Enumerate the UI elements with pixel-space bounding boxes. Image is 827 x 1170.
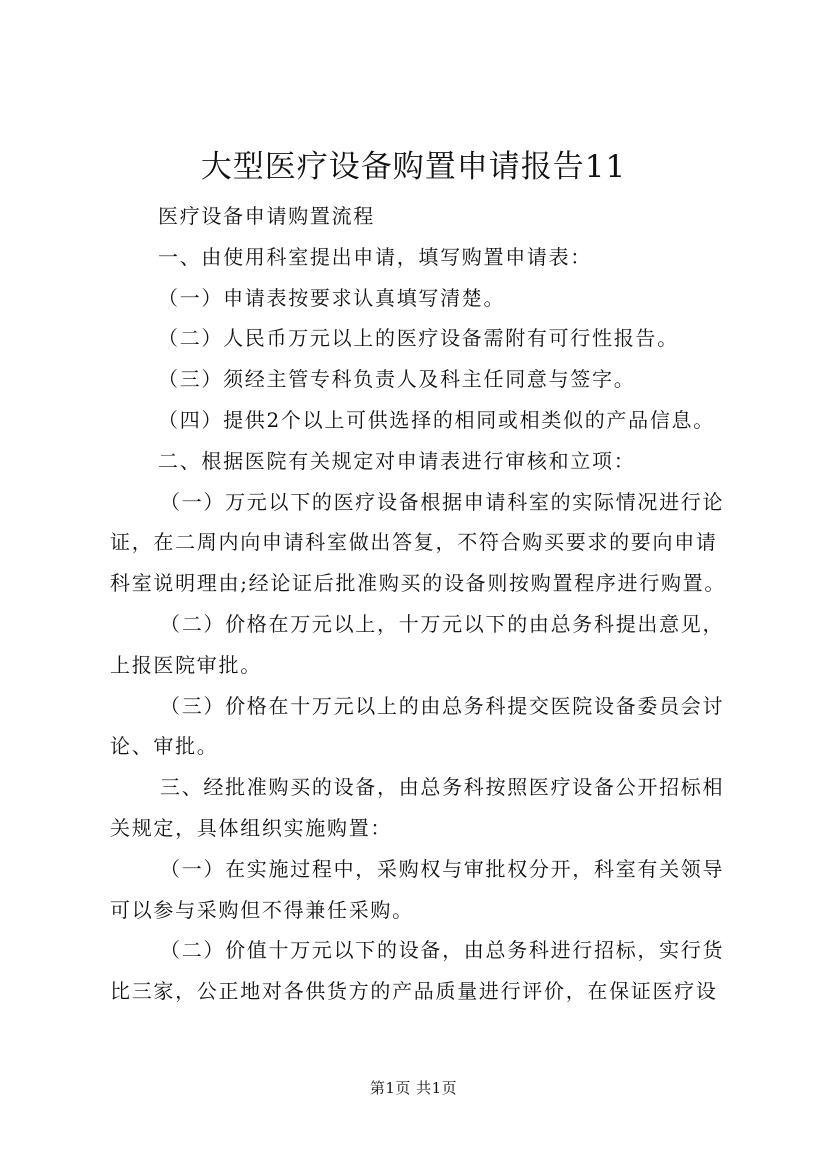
line-3: （一）申请表按要求认真填写清楚。 [158,285,506,310]
line-18: 可以参与采购但不得兼任采购。 [110,897,414,922]
line-17: （一）在实施过程中，采购权与审批权分开，科室有关领导 [160,856,725,881]
line-12: 上报医院审批。 [110,652,262,677]
line-6: （四）提供2个以上可供选择的相同或相类似的产品信息。 [158,407,715,432]
line-14: 论、审批。 [110,734,219,759]
line-8: （一）万元以下的医疗设备根据申请科室的实际情况进行论 [160,489,725,514]
line-11: （二）价格在万元以上，十万元以下的由总务科提出意见， [160,611,725,636]
line-10: 科室说明理由;经论证后批准购买的设备则按购置程序进行购置。 [110,571,727,596]
line-20: 比三家，公正地对各供货方的产品质量进行评价，在保证医疗设 [110,979,718,1004]
page-footer: 第1页 共1页 [369,1079,458,1097]
line-19: （二）价值十万元以下的设备，由总务科进行招标，实行货 [160,938,725,963]
line-2: 一、由使用科室提出申请，填写购置申请表： [158,244,592,269]
line-9: 证，在二周内向申请科室做出答复，不符合购买要求的要向申请 [110,530,718,555]
line-7: 二、根据医院有关规定对申请表进行审核和立项： [158,448,636,473]
document-title: 大型医疗设备购置申请报告11 [200,149,627,185]
document-body [110,196,730,1012]
line-1: 医疗设备申请购置流程 [158,204,375,228]
line-15: 三、经批准购买的设备，由总务科按照医疗设备公开招标相 [160,775,725,800]
line-13: （三）价格在十万元以上的由总务科提交医院设备委员会讨 [160,693,725,718]
line-5: （三）须经主管专科负责人及科主任同意与签字。 [158,367,636,392]
line-16: 关规定，具体组织实施购置： [110,815,393,840]
line-4: （二）人民币万元以上的医疗设备需附有可行性报告。 [158,326,679,351]
